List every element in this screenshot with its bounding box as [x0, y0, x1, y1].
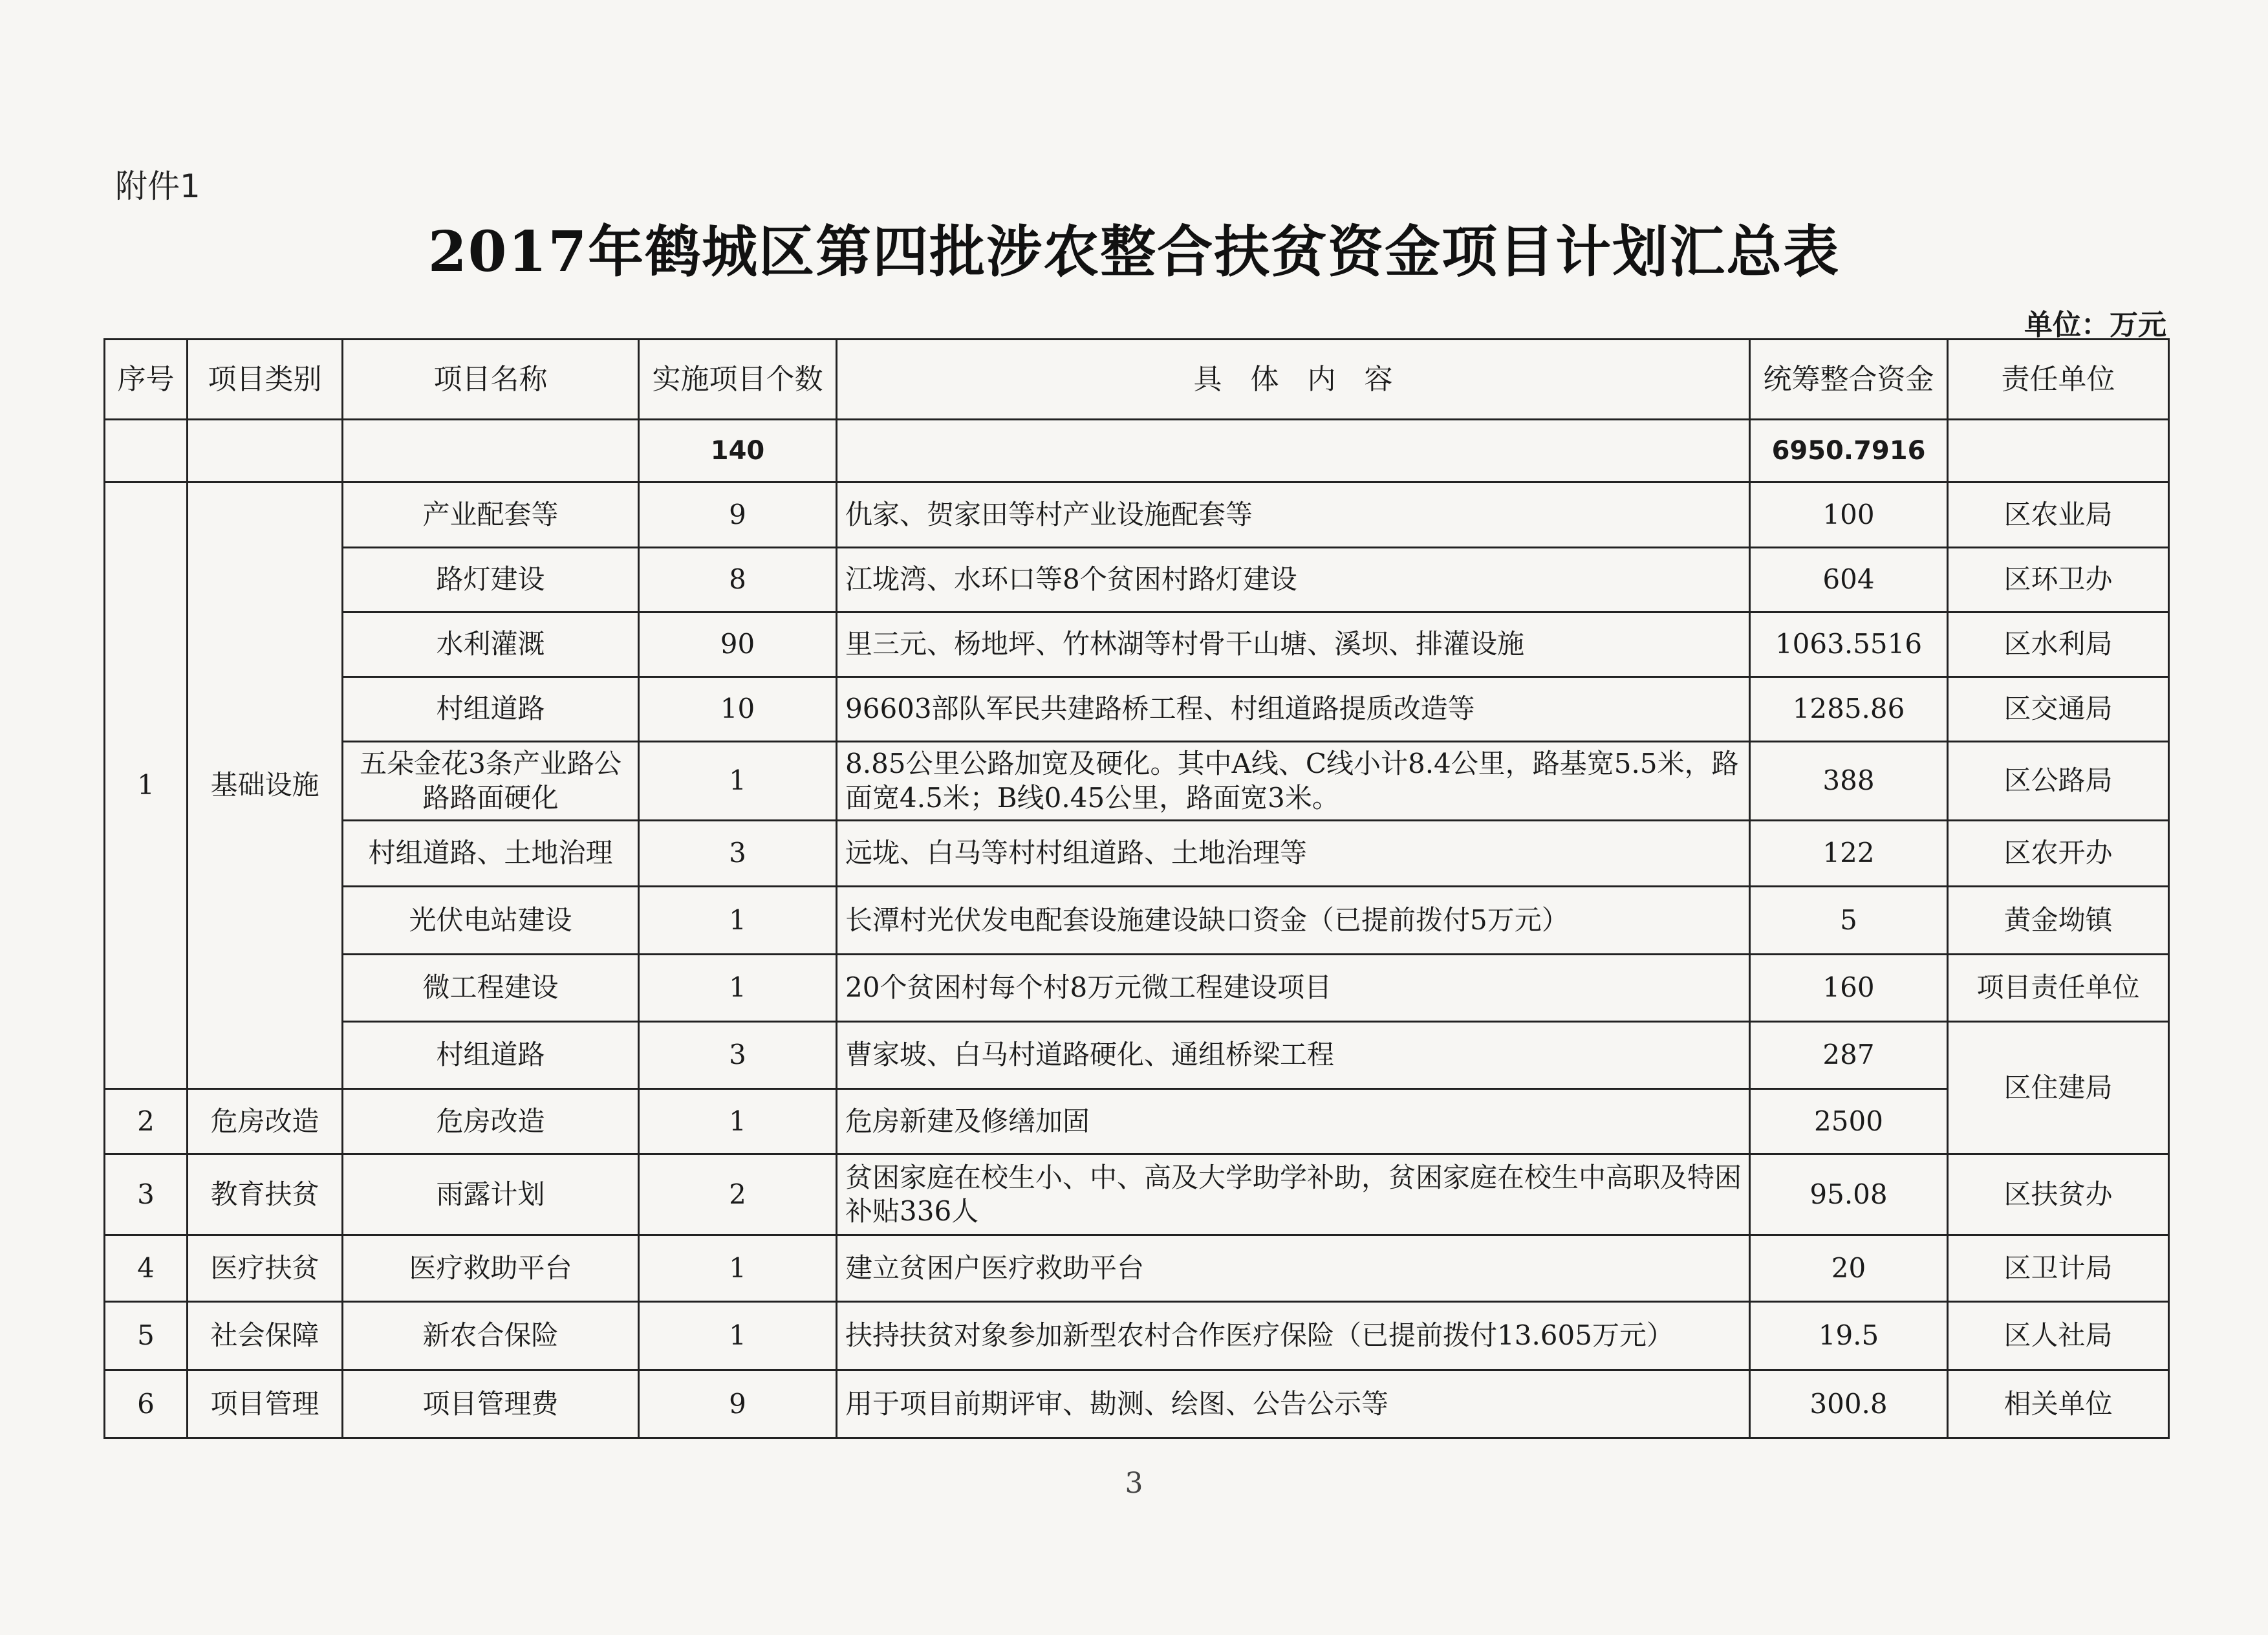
row-content: 8.85公里公路加宽及硬化。其中A线、C线小计8.4公里，路基宽5.5米，路面宽4.5米；B线0.45公里，路面宽3米。	[837, 742, 1750, 821]
row-content: 仇家、贺家田等村产业设施配套等	[837, 482, 1750, 548]
row-unit: 区农业局	[1948, 482, 2169, 548]
row-seq: 1	[105, 482, 188, 1089]
page-number: 3	[1125, 1467, 1143, 1500]
row-name: 项目管理费	[343, 1370, 639, 1438]
table-row	[105, 1235, 2169, 1302]
row-funds: 160	[1750, 955, 1948, 1022]
row-content: 20个贫困村每个村8万元微工程建设项目	[837, 955, 1750, 1022]
row-name: 光伏电站建设	[343, 887, 639, 955]
row-unit: 区公路局	[1948, 742, 2169, 821]
row-funds: 5	[1750, 887, 1948, 955]
table-row	[105, 1154, 2169, 1235]
summary-table	[103, 338, 2170, 1439]
header-count: 实施项目个数	[639, 340, 837, 420]
table-row	[105, 612, 2169, 677]
row-category: 教育扶贫	[188, 1154, 343, 1235]
row-funds: 20	[1750, 1235, 1948, 1302]
row-count: 3	[639, 821, 837, 887]
row-seq: 4	[105, 1235, 188, 1302]
row-content: 用于项目前期评审、勘测、绘图、公告公示等	[837, 1370, 1750, 1438]
row-content: 曹家坡、白马村道路硬化、通组桥梁工程	[837, 1022, 1750, 1089]
total-count: 140	[639, 420, 837, 482]
row-content: 建立贫困户医疗救助平台	[837, 1235, 1750, 1302]
row-content: 远垅、白马等村村组道路、土地治理等	[837, 821, 1750, 887]
row-name: 路灯建设	[343, 548, 639, 612]
row-count: 1	[639, 1235, 837, 1302]
header-unit: 责任单位	[1948, 340, 2169, 420]
table-row	[105, 1302, 2169, 1370]
row-seq: 2	[105, 1089, 188, 1154]
row-funds: 1285.86	[1750, 677, 1948, 742]
row-count: 2	[639, 1154, 837, 1235]
row-name: 医疗救助平台	[343, 1235, 639, 1302]
row-name: 村组道路	[343, 677, 639, 742]
header-content: 具 体 内 容	[837, 340, 1750, 420]
header-funds: 统筹整合资金	[1750, 340, 1948, 420]
row-unit: 区卫计局	[1948, 1235, 2169, 1302]
row-content: 扶持扶贫对象参加新型农村合作医疗保险（已提前拨付13.605万元）	[837, 1302, 1750, 1370]
table-row	[105, 1022, 2169, 1089]
header-category: 项目类别	[188, 340, 343, 420]
row-funds: 19.5	[1750, 1302, 1948, 1370]
header-row	[105, 340, 2169, 420]
header-name: 项目名称	[343, 340, 639, 420]
row-category: 社会保障	[188, 1302, 343, 1370]
row-unit: 黄金坳镇	[1948, 887, 2169, 955]
attachment-label: 附件1	[115, 168, 200, 205]
header-seq: 序号	[105, 340, 188, 420]
row-content: 96603部队军民共建路桥工程、村组道路提质改造等	[837, 677, 1750, 742]
row-content: 长潭村光伏发电配套设施建设缺口资金（已提前拨付5万元）	[837, 887, 1750, 955]
row-category: 项目管理	[188, 1370, 343, 1438]
row-seq: 3	[105, 1154, 188, 1235]
row-name: 危房改造	[343, 1089, 639, 1154]
row-content: 贫困家庭在校生小、中、高及大学助学补助，贫困家庭在校生中高职及特困补贴336人	[837, 1154, 1750, 1235]
row-funds: 300.8	[1750, 1370, 1948, 1438]
table-row	[105, 482, 2169, 548]
row-count: 8	[639, 548, 837, 612]
row-funds: 122	[1750, 821, 1948, 887]
document-title: 2017年鹤城区第四批涉农整合扶贫资金项目计划汇总表	[427, 219, 1841, 285]
table-row	[105, 821, 2169, 887]
table-row	[105, 955, 2169, 1022]
row-unit: 区水利局	[1948, 612, 2169, 677]
row-unit: 区环卫办	[1948, 548, 2169, 612]
row-count: 3	[639, 1022, 837, 1089]
row-name: 微工程建设	[343, 955, 639, 1022]
row-count: 90	[639, 612, 837, 677]
table-row	[105, 1089, 2169, 1154]
row-unit: 相关单位	[1948, 1370, 2169, 1438]
unit-label: 单位：万元	[2024, 309, 2166, 341]
row-name: 村组道路、土地治理	[343, 821, 639, 887]
row-funds: 95.08	[1750, 1154, 1948, 1235]
table-row	[105, 1370, 2169, 1438]
row-unit: 区住建局	[1948, 1022, 2169, 1154]
row-category: 基础设施	[188, 482, 343, 1089]
row-content: 江垅湾、水环口等8个贫困村路灯建设	[837, 548, 1750, 612]
row-count: 1	[639, 955, 837, 1022]
row-count: 1	[639, 1302, 837, 1370]
total-row	[105, 420, 2169, 482]
row-name: 雨露计划	[343, 1154, 639, 1235]
row-name: 水利灌溉	[343, 612, 639, 677]
row-unit: 区人社局	[1948, 1302, 2169, 1370]
table-row	[105, 677, 2169, 742]
row-count: 9	[639, 1370, 837, 1438]
row-funds: 287	[1750, 1022, 1948, 1089]
row-unit: 项目责任单位	[1948, 955, 2169, 1022]
row-category: 医疗扶贫	[188, 1235, 343, 1302]
row-funds: 388	[1750, 742, 1948, 821]
row-unit: 区扶贫办	[1948, 1154, 2169, 1235]
row-count: 1	[639, 742, 837, 821]
row-funds: 604	[1750, 548, 1948, 612]
row-seq: 6	[105, 1370, 188, 1438]
total-funds: 6950.7916	[1750, 420, 1948, 482]
table-row	[105, 887, 2169, 955]
row-seq: 5	[105, 1302, 188, 1370]
row-name: 村组道路	[343, 1022, 639, 1089]
row-content: 危房新建及修缮加固	[837, 1089, 1750, 1154]
row-content: 里三元、杨地坪、竹林湖等村骨干山塘、溪坝、排灌设施	[837, 612, 1750, 677]
row-name: 五朵金花3条产业路公路路面硬化	[343, 742, 639, 821]
table-row	[105, 548, 2169, 612]
row-unit: 区交通局	[1948, 677, 2169, 742]
table-row	[105, 742, 2169, 821]
row-count: 9	[639, 482, 837, 548]
row-category: 危房改造	[188, 1089, 343, 1154]
row-count: 1	[639, 1089, 837, 1154]
row-count: 1	[639, 887, 837, 955]
row-funds: 100	[1750, 482, 1948, 548]
row-funds: 1063.5516	[1750, 612, 1948, 677]
row-funds: 2500	[1750, 1089, 1948, 1154]
row-name: 产业配套等	[343, 482, 639, 548]
row-unit: 区农开办	[1948, 821, 2169, 887]
row-count: 10	[639, 677, 837, 742]
row-name: 新农合保险	[343, 1302, 639, 1370]
